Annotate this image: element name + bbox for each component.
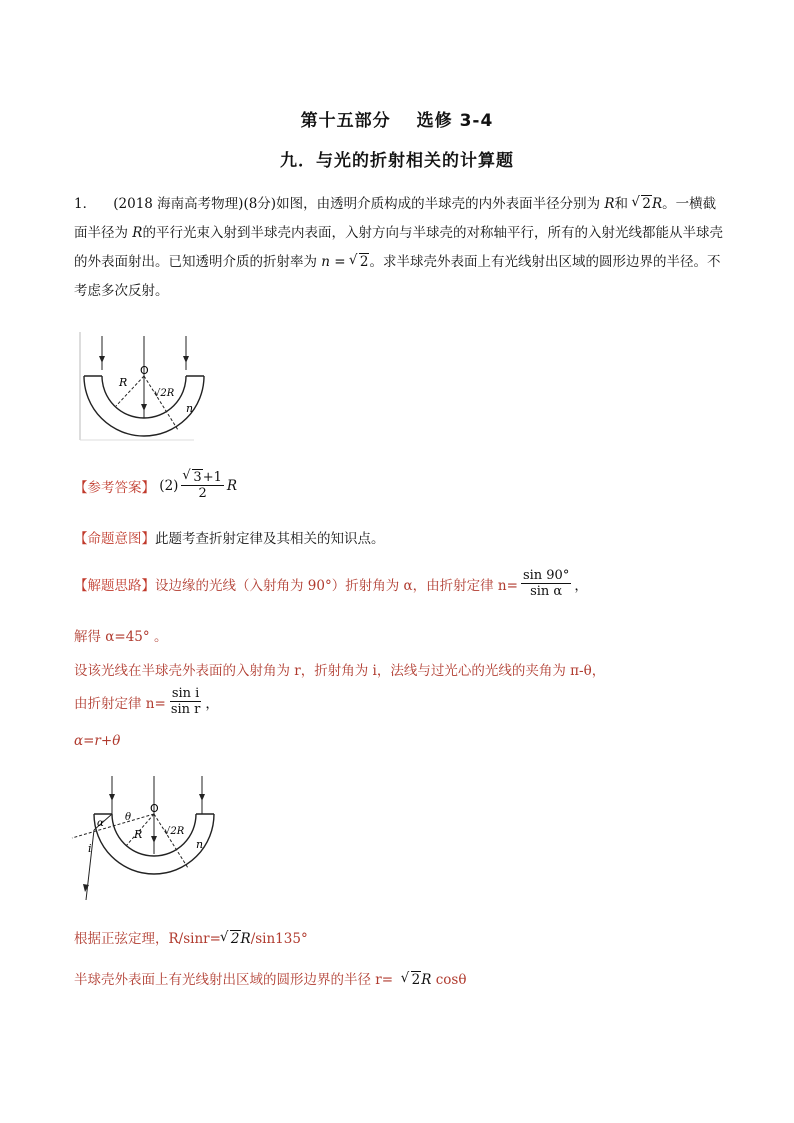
frac1-den: sin α	[530, 584, 563, 599]
answer-label: 【参考答案】	[74, 479, 155, 496]
solution-l1-end: ，	[574, 577, 588, 594]
sqrt-3-radicand: 3	[193, 470, 202, 485]
n-equals: n =	[321, 254, 350, 270]
sqrt-2-R-l7	[402, 972, 422, 988]
sqrt-radicand: 2	[642, 196, 651, 212]
solution-l1a: 设边缘的光线（入射角为 90°）折射角为 α，由折射定律 n=	[155, 577, 518, 594]
sqrt-3	[183, 470, 202, 485]
solution-l7b: cosθ	[435, 972, 467, 988]
solution-l6a: 根据正弦定理，R/sinr=	[74, 931, 221, 947]
var-R-3: R	[132, 225, 143, 241]
module-label: 选修 3-4	[416, 111, 494, 131]
fig2-label-alpha: α	[97, 818, 104, 829]
frac2-num: sin i	[171, 686, 200, 701]
sqrt-l7-radicand: 2	[411, 972, 421, 988]
answer-unit: R	[226, 477, 238, 494]
solution-l4a: 由折射定律 n=	[74, 695, 166, 712]
question-text-a: 如图，由透明介质构成的半球壳的内外表面半径分别为	[276, 196, 601, 212]
sqrt-2	[350, 248, 370, 277]
fig2-label-R: R	[134, 828, 143, 841]
solution-line-7	[74, 968, 466, 988]
fig2-label-O: O	[150, 802, 159, 815]
section-title: 九．与光的折射相关的计算题	[280, 151, 514, 171]
fig2-label-n: n	[196, 838, 204, 851]
figure-2-hemisphere-diagram	[64, 774, 229, 904]
var-R: R	[604, 196, 615, 212]
question-score: (8分)	[243, 196, 277, 212]
sqrt-l6-radicand: 2	[230, 931, 240, 947]
fig1-label-R: R	[119, 376, 128, 389]
question-number: 1．	[74, 196, 97, 212]
part-title	[0, 106, 794, 131]
solution-fraction-1	[521, 568, 571, 599]
answer-prefix: (2)	[159, 477, 179, 494]
answer-fraction	[181, 470, 223, 501]
frac1-num: sin 90°	[522, 568, 570, 583]
reference-answer	[74, 470, 237, 501]
answer-plus-one: +1	[202, 470, 222, 485]
solution-line-6	[74, 927, 308, 947]
sqrt-2-R	[632, 190, 652, 219]
fig1-label-sqrt2R: √2R	[154, 388, 175, 399]
solution-l6b: /sin135°	[250, 931, 308, 947]
question-text-b: 。一横截面半径为	[74, 196, 717, 241]
fig2-label-theta: θ	[125, 812, 132, 823]
part-label: 第十五部分	[300, 111, 391, 131]
solution-line-2: 解得 α=45° 。	[74, 629, 168, 645]
question-text-c: 的平行光束入射到半球壳内表面，入射方向与半球壳的对称轴平行，所有的入射光线都能从半球壳的外表面射出。已知透明介质的折射率为	[74, 225, 723, 270]
frac2-den: sin r	[170, 702, 201, 717]
solution-fraction-2	[169, 686, 203, 717]
fig2-label-sqrt2R: √2R	[164, 826, 185, 837]
solution-line-1	[74, 568, 588, 599]
and-text: 和	[614, 196, 629, 212]
solution-l7a: 半球壳外表面上有光线射出区域的圆形边界的半径 r=	[74, 972, 394, 988]
solution-label: 【解题思路】	[74, 577, 155, 594]
intent-label: 【命题意图】	[74, 531, 155, 547]
var-R-2: R	[651, 196, 663, 212]
answer-denominator: 2	[198, 486, 207, 501]
solution-l4-end: ，	[205, 695, 219, 712]
answer-numerator	[181, 470, 223, 486]
intent-text: 此题考查折射定律及其相关的知识点。	[155, 531, 385, 547]
l6-R: R	[240, 931, 251, 947]
l7-R: R	[421, 972, 432, 988]
question-text-d: 。求半球壳外表面上有光线射出区域的圆形边界的半径。不考虑多次反射。	[74, 254, 721, 299]
sqrt-radicand-2: 2	[359, 254, 369, 270]
solution-line-5: α=r+θ	[74, 733, 121, 749]
intent-line	[74, 527, 385, 547]
fig1-label-n: n	[186, 402, 194, 415]
sqrt-2-R-l6	[221, 931, 241, 947]
figure-1-hemisphere-diagram	[74, 330, 239, 445]
solution-line-4	[74, 686, 219, 717]
fig1-label-O: O	[140, 364, 149, 377]
question-source: (2018 海南高考物理)	[113, 196, 244, 212]
fig2-label-i: i	[88, 842, 92, 855]
solution-line-3: 设该光线在半球壳外表面的入射角为 r，折射角为 i，法线与过光心的光线的夹角为 π-θ，	[74, 663, 606, 679]
question-1	[74, 190, 724, 306]
